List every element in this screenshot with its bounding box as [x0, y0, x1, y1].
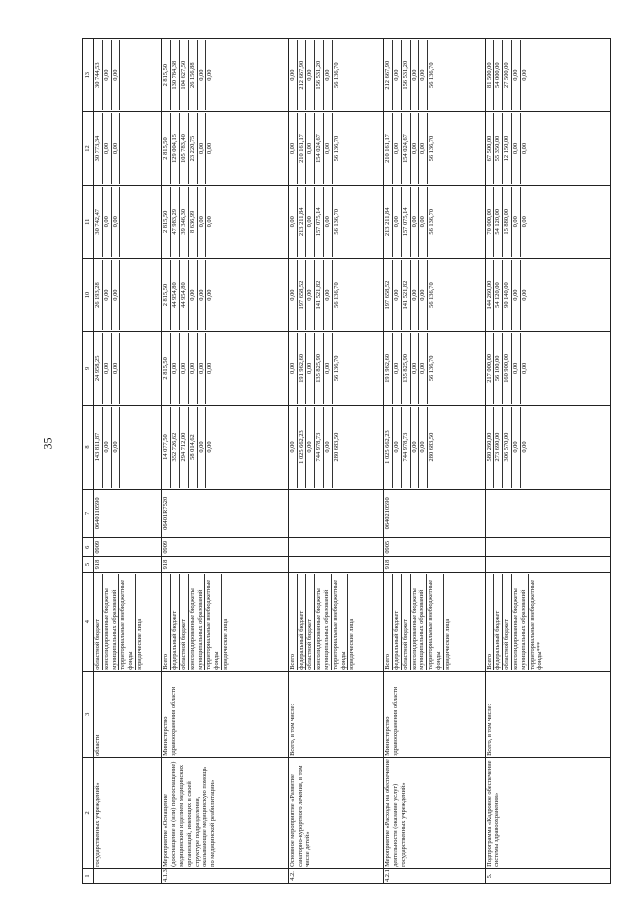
amount-value: 744 978,73 — [402, 407, 411, 488]
amount-value: 0,00 — [306, 40, 315, 110]
amount-value: 14 077,50 — [162, 407, 171, 488]
code-target: 0640110590 — [94, 489, 162, 538]
amount-value: 54 120,00 — [494, 260, 503, 330]
amount-value: 160 900,00 — [503, 333, 512, 403]
amount-value: 0,00 — [206, 289, 214, 301]
amount-value: 56 100,00 — [494, 333, 503, 403]
table-row — [485, 39, 610, 884]
amount-value: 0,00 — [306, 187, 315, 257]
amount-value: 104 627,50 — [180, 40, 189, 110]
amount-value: 0,00 — [512, 187, 521, 257]
amount-value: 0,00 — [419, 187, 428, 257]
amount-value: 0,00 — [393, 333, 402, 403]
funding-source: областной бюджет — [180, 574, 189, 670]
amount-value: 0,00 — [206, 216, 214, 228]
amount-value: 157 075,14 — [315, 187, 324, 257]
amount-value: 0,00 — [103, 407, 112, 488]
amount-value: 30 742,47 — [94, 187, 103, 257]
amount-value: 0,00 — [324, 407, 333, 488]
code-target — [485, 489, 610, 538]
column-header: 6 — [83, 538, 94, 557]
column-header: 1 — [83, 868, 94, 883]
funding-source: консолидированные бюджеты муниципальных образований — [103, 574, 120, 670]
amount-value: 26 193,28 — [94, 260, 103, 330]
amount-value: 0,00 — [198, 187, 207, 257]
amount-value: 0,00 — [112, 113, 121, 183]
funding-source: областной бюджет — [503, 574, 512, 670]
amount-cell — [94, 258, 162, 331]
measure-name: Подпрограмма «Кадровое обеспечение системы здравоохранения» — [485, 757, 610, 868]
amount-cell — [94, 405, 162, 489]
funding-source: консолидированные бюджеты муниципальных образований — [411, 574, 428, 670]
amount-value: 0,00 — [206, 441, 214, 453]
amount-value: 0,00 — [206, 69, 214, 81]
amount-cell — [485, 332, 610, 405]
amount-cell — [485, 112, 610, 185]
funding-source: территориальные внебюджетные фонды — [119, 574, 136, 670]
amount-cell — [94, 185, 162, 258]
amount-value: 2 815,50 — [162, 333, 171, 403]
amount-value: 135 825,90 — [402, 333, 411, 403]
amount-value: 191 962,60 — [384, 333, 393, 403]
amount-value: 0,00 — [393, 187, 402, 257]
code-grbs: 918 — [94, 557, 162, 572]
amount-value: 26 156,88 — [189, 40, 198, 110]
amount-value — [120, 260, 128, 330]
amount-value: 141 521,82 — [402, 260, 411, 330]
funding-source: Всего — [289, 574, 298, 670]
amount-value: 0,00 — [419, 40, 428, 110]
amount-value: 90 140,00 — [503, 260, 512, 330]
amount-value: 0,00 — [393, 40, 402, 110]
amount-value: 0,00 — [419, 113, 428, 183]
funding-source: консолидированные бюджеты муниципальных образований — [512, 574, 529, 670]
column-header: 7 — [83, 489, 94, 538]
amount-value: 129 004,15 — [171, 113, 180, 183]
column-header: 9 — [83, 332, 94, 405]
amount-value: 23 220,75 — [189, 113, 198, 183]
row-id: 4.1.3. — [162, 868, 288, 883]
amount-value: 2 815,50 — [162, 40, 171, 110]
amount-value: 157 075,14 — [402, 187, 411, 257]
amount-value: 156 531,20 — [402, 40, 411, 110]
funding-source: федеральный бюджет — [171, 574, 180, 670]
funding-source: областной бюджет — [402, 574, 411, 670]
amount-value: 0,00 — [411, 333, 420, 403]
code-target: 0640210590 — [384, 489, 486, 538]
amount-cell — [384, 185, 486, 258]
code-grbs: 918 — [162, 557, 288, 572]
amount-value: 0,00 — [112, 407, 121, 488]
amount-value: 0,00 — [289, 187, 298, 257]
column-header: 2 — [83, 757, 94, 868]
amount-cell — [94, 112, 162, 185]
amount-value: 56 136,70 — [428, 355, 436, 382]
amount-cell — [485, 185, 610, 258]
amount-value: 0,00 — [171, 333, 180, 403]
amount-value: 306 570,00 — [503, 407, 512, 488]
code-section — [485, 538, 610, 557]
amount-value: 154 024,67 — [402, 113, 411, 183]
amount-value: 0,00 — [198, 333, 207, 403]
code-section: 0905 — [384, 538, 486, 557]
amount-value: 212 667,90 — [298, 40, 307, 110]
amount-cell — [288, 112, 383, 185]
amount-value: 0,00 — [324, 187, 333, 257]
funding-source: юридические лица — [136, 618, 144, 670]
code-target: 06401R7520 — [162, 489, 288, 538]
amount-value: 0,00 — [189, 333, 198, 403]
amount-value: 47 983,29 — [171, 187, 180, 257]
amount-value: 15 880,00 — [503, 187, 512, 257]
amount-value: 44 954,80 — [180, 260, 189, 330]
amount-value: 0,00 — [324, 260, 333, 330]
amount-value: 0,00 — [512, 407, 521, 488]
amount-value: 2 815,50 — [162, 260, 171, 330]
measure-name: Основное мероприятие «Развитие санаторно-курортного лечения, в том числе детей» — [288, 757, 383, 868]
table-row — [162, 39, 288, 884]
measure-name: государственных учреждений» — [94, 757, 162, 868]
funding-source-cell — [162, 572, 288, 671]
amount-value: 70 000,00 — [486, 187, 495, 257]
column-number-row — [83, 39, 94, 884]
amount-value: 0,00 — [306, 333, 315, 403]
amount-cell — [162, 258, 288, 331]
amount-value: 67 500,00 — [486, 113, 495, 183]
amount-value: 0,00 — [411, 113, 420, 183]
row-id: 5. — [485, 868, 610, 883]
table-row — [384, 39, 486, 884]
amount-value: 0,00 — [206, 362, 214, 374]
funding-source: федеральный бюджет — [494, 574, 503, 670]
funding-source: Всего — [162, 574, 171, 670]
amount-value: 191 962,60 — [298, 333, 307, 403]
row-id — [94, 868, 162, 883]
amount-value: 0,00 — [289, 333, 298, 403]
executor: Министерство здравоохранения области — [384, 671, 486, 757]
amount-value: 0,00 — [189, 260, 198, 330]
amount-value: 197 658,52 — [384, 260, 393, 330]
amount-cell — [485, 39, 610, 112]
amount-value: 0,00 — [289, 113, 298, 183]
column-header: 3 — [83, 671, 94, 757]
amount-value: 0,00 — [289, 407, 298, 488]
column-header: 4 — [83, 572, 94, 671]
amount-value: 27 500,00 — [503, 40, 512, 110]
table-row — [288, 39, 383, 884]
amount-value: 55 350,00 — [494, 113, 503, 183]
amount-value: 0,00 — [306, 407, 315, 488]
amount-value: 2 815,50 — [162, 113, 171, 183]
amount-value: 0,00 — [512, 113, 521, 183]
code-section — [288, 538, 383, 557]
amount-value: 580 260,00 — [486, 407, 495, 488]
amount-value: 0,00 — [103, 40, 112, 110]
funding-source: юридические лица — [443, 618, 451, 670]
funding-source: территориальные внебюджетные фонды — [427, 574, 444, 670]
amount-value — [120, 113, 128, 183]
amount-value: 0,00 — [112, 333, 121, 403]
funding-source: Всего — [384, 574, 393, 670]
amount-cell — [94, 332, 162, 405]
amount-value: 1 025 662,23 — [298, 407, 307, 488]
amount-value: 56 136,70 — [332, 282, 340, 308]
amount-value: 135 825,90 — [315, 333, 324, 403]
row-id: 4.2.1. — [384, 868, 486, 883]
funding-source-cell — [288, 572, 383, 671]
amount-value: 0,00 — [419, 407, 428, 488]
amount-value: 0,00 — [198, 260, 207, 330]
amount-value: 0,00 — [289, 260, 298, 330]
table-row — [94, 39, 162, 884]
rotated-table-area — [82, 38, 611, 884]
amount-cell — [288, 332, 383, 405]
amount-value: 1 025 662,23 — [384, 407, 393, 488]
amount-value: 105 783,40 — [180, 113, 189, 183]
amount-value: 56 136,70 — [332, 135, 340, 162]
funding-source: территориальные внебюджетные фонды — [205, 574, 222, 670]
amount-value: 0,00 — [393, 407, 402, 488]
amount-value: 0,00 — [103, 333, 112, 403]
amount-value: 0,00 — [520, 441, 528, 453]
code-grbs: 918 — [384, 557, 486, 572]
amount-value: 744 978,73 — [315, 407, 324, 488]
amount-value: 56 136,70 — [332, 62, 340, 88]
amount-value: 0,00 — [419, 333, 428, 403]
amount-value: 130 784,38 — [171, 40, 180, 110]
amount-value: 44 954,80 — [171, 260, 180, 330]
amount-value — [120, 187, 128, 257]
amount-value: 0,00 — [512, 333, 521, 403]
amount-value: 0,00 — [198, 407, 207, 488]
row-id: 4.2. — [288, 868, 383, 883]
amount-value: 56 136,70 — [428, 62, 436, 88]
amount-value: 0,00 — [411, 40, 420, 110]
amount-value: 144 260,00 — [486, 260, 495, 330]
amount-cell — [485, 258, 610, 331]
amount-value: 0,00 — [520, 362, 528, 374]
funding-source: федеральный бюджет — [393, 574, 402, 670]
funding-source: консолидированные бюджеты муниципальных образований — [315, 574, 332, 670]
amount-value: 210 161,17 — [298, 113, 307, 183]
amount-value: 0,00 — [411, 407, 420, 488]
amount-value: 24 958,25 — [94, 333, 103, 403]
amount-value: 56 136,70 — [428, 209, 436, 235]
amount-value: 39 346,30 — [180, 187, 189, 257]
page-number: 35 — [40, 437, 55, 450]
amount-value: 0,00 — [324, 40, 333, 110]
measure-name: Мероприятие «Оснащение (дооснащение и (или) переоснащение) медицинским изделием медицинских организаций, имеющих в своей структуре подразделения, оказывающие медицинскую помощь по медицинской реабилитации» — [162, 757, 288, 868]
amount-value: 0,00 — [512, 260, 521, 330]
column-header: 13 — [83, 39, 94, 112]
amount-value: 0,00 — [180, 333, 189, 403]
budget-table — [82, 38, 611, 884]
column-header: 10 — [83, 258, 94, 331]
amount-cell — [485, 405, 610, 489]
funding-source: консолидированные бюджеты муниципальных образований — [189, 574, 206, 670]
column-header: 8 — [83, 405, 94, 489]
amount-value: 0,00 — [103, 187, 112, 257]
amount-cell — [162, 112, 288, 185]
amount-cell — [384, 112, 486, 185]
amount-cell — [384, 39, 486, 112]
amount-value: 0,00 — [520, 216, 528, 228]
amount-value: 0,00 — [112, 187, 121, 257]
amount-value — [120, 333, 128, 403]
amount-value: 213 211,84 — [298, 187, 307, 257]
amount-cell — [162, 39, 288, 112]
code-target — [288, 489, 383, 538]
funding-source-cell — [485, 572, 610, 671]
amount-value: 0,00 — [520, 69, 528, 81]
amount-value: 280 683,50 — [332, 432, 340, 462]
funding-source: федеральный бюджет — [298, 574, 307, 670]
amount-value: 0,00 — [103, 260, 112, 330]
funding-source-cell — [94, 572, 162, 671]
amount-value: 156 531,20 — [315, 40, 324, 110]
amount-value: 212 667,90 — [384, 40, 393, 110]
amount-cell — [288, 258, 383, 331]
amount-value: 56 136,70 — [332, 209, 340, 235]
amount-value: 0,00 — [520, 289, 528, 301]
amount-value: 217 000,00 — [486, 333, 495, 403]
funding-source: территориальные внебюджетные фонды — [332, 574, 349, 670]
amount-value: 0,00 — [324, 113, 333, 183]
code-section: 0909 — [94, 538, 162, 557]
code-grbs — [288, 557, 383, 572]
amount-value: 8 636,99 — [189, 187, 198, 257]
executor: области — [94, 671, 162, 757]
amount-value: 154 024,67 — [315, 113, 324, 183]
amount-value: 54 120,00 — [494, 187, 503, 257]
funding-source: юридические лица — [348, 618, 356, 670]
amount-cell — [384, 405, 486, 489]
amount-cell — [162, 185, 288, 258]
amount-value: 0,00 — [520, 142, 528, 155]
amount-value: 280 683,50 — [428, 432, 436, 462]
amount-value: 56 136,70 — [332, 355, 340, 382]
amount-value: 54 000,00 — [494, 40, 503, 110]
funding-source: областной бюджет — [94, 574, 103, 670]
amount-value: 0,00 — [512, 40, 521, 110]
amount-value: 56 136,70 — [428, 282, 436, 308]
amount-value: 0,00 — [411, 260, 420, 330]
amount-value: 0,00 — [289, 40, 298, 110]
amount-value: 0,00 — [324, 333, 333, 403]
amount-value — [120, 40, 128, 110]
amount-value: 273 690,00 — [494, 407, 503, 488]
amount-value: 0,00 — [103, 113, 112, 183]
amount-cell — [162, 332, 288, 405]
column-header: 11 — [83, 185, 94, 258]
amount-value: 352 726,62 — [171, 407, 180, 488]
amount-cell — [384, 258, 486, 331]
measure-name: Мероприятие «Расходы на обеспечение деятельности (оказание услуг) государственных учреждений» — [384, 757, 486, 868]
funding-source: Всего — [486, 574, 495, 670]
amount-value: 2 815,50 — [162, 187, 171, 257]
funding-source: областной бюджет — [306, 574, 315, 670]
amount-value: 81 500,00 — [486, 40, 495, 110]
funding-source-cell — [384, 572, 486, 671]
amount-value: 210 161,17 — [384, 113, 393, 183]
amount-cell — [288, 39, 383, 112]
amount-value: 30 773,34 — [94, 113, 103, 183]
amount-value: 0,00 — [419, 260, 428, 330]
column-header: 5 — [83, 557, 94, 572]
amount-value: 294 712,00 — [180, 407, 189, 488]
amount-value: 0,00 — [206, 142, 214, 155]
amount-value: 143 811,87 — [94, 407, 103, 488]
amount-value: 0,00 — [393, 260, 402, 330]
amount-cell — [384, 332, 486, 405]
code-section: 0909 — [162, 538, 288, 557]
amount-value: 58 014,62 — [189, 407, 198, 488]
code-grbs — [485, 557, 610, 572]
executor: Всего, в том числе: — [485, 671, 610, 757]
amount-value — [120, 407, 128, 488]
amount-value: 0,00 — [306, 260, 315, 330]
funding-source: юридические лица — [222, 618, 230, 670]
amount-value: 0,00 — [112, 260, 121, 330]
amount-value: 56 136,70 — [428, 135, 436, 162]
amount-cell — [162, 405, 288, 489]
amount-value: 30 744,53 — [94, 40, 103, 110]
amount-value: 0,00 — [411, 187, 420, 257]
executor: Всего, в том числе: — [288, 671, 383, 757]
amount-cell — [94, 39, 162, 112]
column-header: 12 — [83, 112, 94, 185]
amount-cell — [288, 185, 383, 258]
amount-value: 0,00 — [198, 40, 207, 110]
amount-value: 0,00 — [306, 113, 315, 183]
amount-cell — [288, 405, 383, 489]
amount-value: 0,00 — [112, 40, 121, 110]
amount-value: 0,00 — [198, 113, 207, 183]
amount-value: 0,00 — [393, 113, 402, 183]
amount-value: 12 150,00 — [503, 113, 512, 183]
executor: Министерство здравоохранения области — [162, 671, 288, 757]
amount-value: 213 211,84 — [384, 187, 393, 257]
amount-value: 197 658,52 — [298, 260, 307, 330]
amount-value: 141 521,82 — [315, 260, 324, 330]
funding-source: территориальные внебюджетные фонды*** — [528, 579, 544, 670]
